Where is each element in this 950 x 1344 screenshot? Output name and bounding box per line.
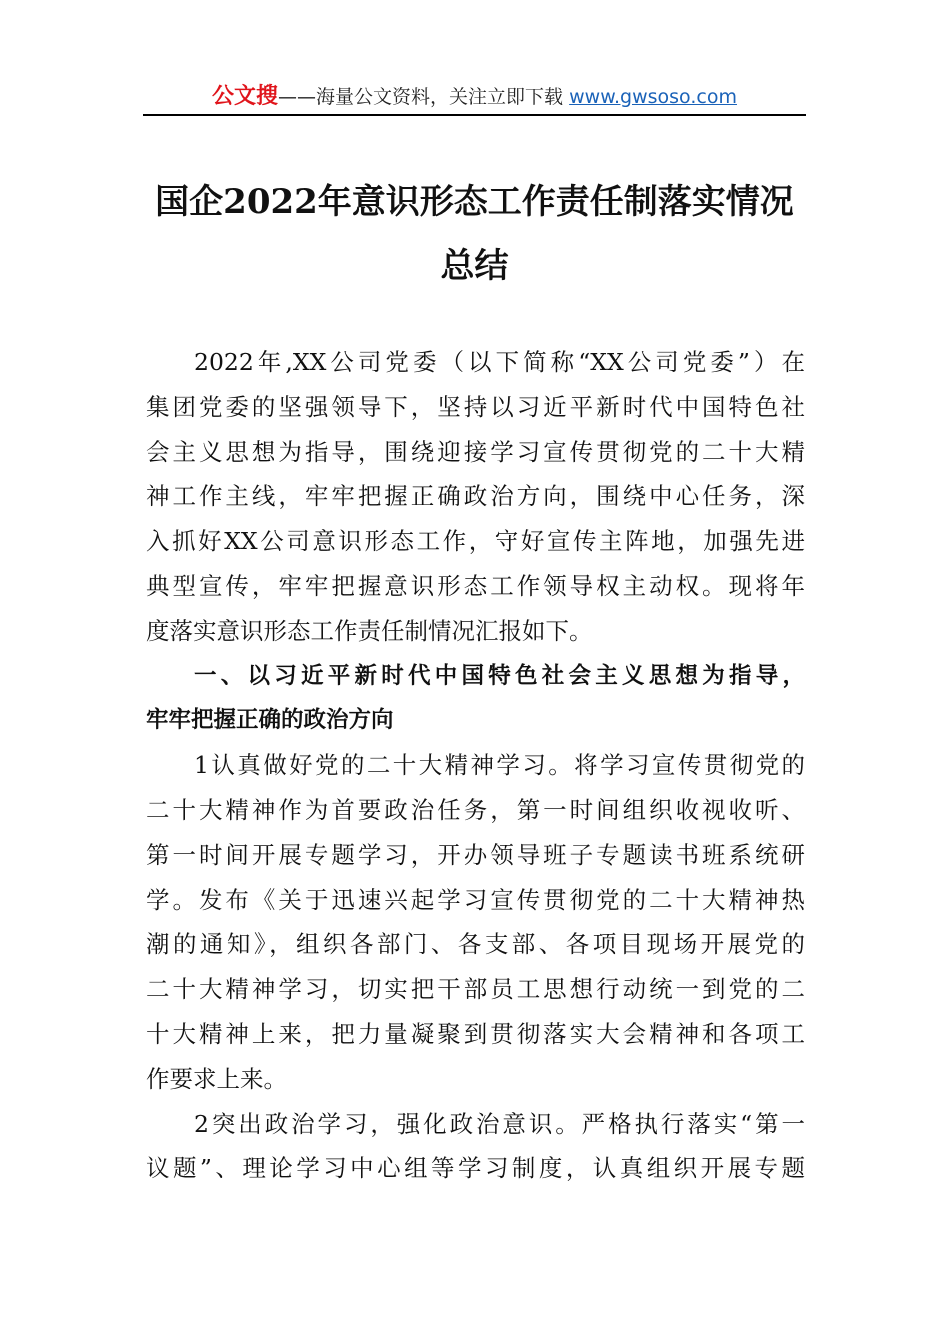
site-link[interactable]: www.gwsoso.com	[569, 86, 737, 108]
text-line: 学。发布《关于迅速兴起学习宣传贯彻党的二十大精神热	[146, 885, 805, 914]
header-divider	[143, 114, 806, 116]
text-line: 作要求上来。	[146, 1064, 287, 1093]
paragraph	[146, 1102, 805, 1192]
text-line: 入抓好XX公司意识形态工作，守好宣传主阵地，加强先进	[146, 527, 805, 556]
text-line: 典型宣传，牢牢把握意识形态工作领导权主动权。现将年	[146, 571, 805, 600]
title-line: 总结	[440, 246, 509, 286]
section-heading	[146, 654, 805, 744]
text-line: 度落实意识形态工作责任制情况汇报如下。	[146, 616, 593, 645]
text-line: 一、以习近平新时代中国特色社会主义思想为指导，	[194, 662, 805, 689]
title-line: 国企2022年意识形态工作责任制落实情况	[155, 182, 794, 222]
text-line: 第一时间开展专题学习，开办领导班子专题读书班系统研	[146, 840, 805, 869]
text-line: 神工作主线，牢牢把握正确政治方向，围绕中心任务，深	[146, 482, 805, 511]
header-tagline: ——海量公文资料，关注立即下载	[278, 86, 564, 108]
paragraph	[146, 340, 805, 654]
text-line: 牢牢把握正确的政治方向	[146, 707, 394, 734]
site-header	[143, 82, 806, 112]
text-line: 二十大精神作为首要政治任务，第一时间组织收视收听、	[146, 795, 805, 824]
document-title	[143, 170, 806, 298]
text-line: 议题”、理论学习中心组等学习制度，认真组织开展专题	[146, 1154, 805, 1183]
text-line: 潮的通知》，组织各部门、各支部、各项目现场开展党的	[146, 930, 805, 959]
document-body	[146, 340, 805, 1191]
text-line: 2022年,XX公司党委（以下简称“XX公司党委”）在	[194, 348, 805, 376]
text-line: 集团党委的坚强领导下，坚持以习近平新时代中国特色社	[146, 392, 805, 421]
text-line: 会主义思想为指导，围绕迎接学习宣传贯彻党的二十大精	[146, 437, 805, 466]
text-line: 二十大精神学习，切实把干部员工思想行动统一到党的二	[146, 975, 805, 1004]
brand-logo-text: 公文搜	[212, 84, 279, 109]
text-line: 十大精神上来，把力量凝聚到贯彻落实大会精神和各项工	[146, 1019, 805, 1048]
text-line: 1认真做好党的二十大精神学习。将学习宣传贯彻党的	[194, 751, 805, 780]
paragraph	[146, 743, 805, 1101]
text-line: 2突出政治学习，强化政治意识。严格执行落实“第一	[194, 1109, 805, 1138]
